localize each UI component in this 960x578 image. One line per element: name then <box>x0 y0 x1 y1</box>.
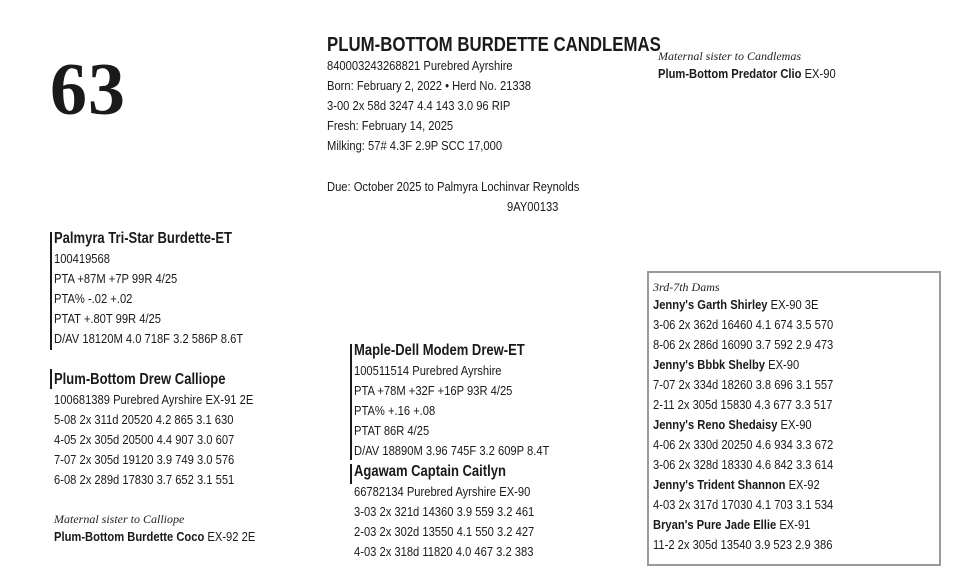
sister-calliope-score: EX-92 2E <box>204 529 256 544</box>
sister-calliope-name: Plum-Bottom Burdette Coco <box>54 529 205 544</box>
dam-sire-dav: D/AV 18890M 3.96 745F 3.2 609P 8.4T <box>354 443 550 458</box>
sister-calliope-caption: Maternal sister to Calliope <box>54 512 185 526</box>
dam-7-name: Bryan's Pure Jade Ellie <box>653 517 777 532</box>
granddam-bracket <box>350 464 352 484</box>
dam-6-name: Jenny's Trident Shannon <box>653 477 786 492</box>
dam-sire-pta-pct: PTA% +.16 +.08 <box>354 403 436 418</box>
dam-name: Plum-Bottom Drew Calliope <box>54 371 226 388</box>
dam-sire-pta: PTA +78M +32F +16P 93R 4/25 <box>354 383 513 398</box>
sire-id: 100419568 <box>54 251 110 266</box>
sire-dav: D/AV 18120M 4.0 718F 3.2 586P 8.6T <box>54 331 244 346</box>
due-line: Due: October 2025 to Palmyra Lochinvar Reynolds <box>327 179 580 194</box>
granddam-record: 3-03 2x 321d 14360 3.9 559 3.2 461 <box>354 504 535 519</box>
sister-candlemas-name: Plum-Bottom Predator Clio <box>658 66 802 81</box>
dam-entry-name <box>653 415 833 435</box>
dam-3-score: EX-90 3E <box>767 297 819 312</box>
sister-candlemas-score: EX-90 <box>801 66 836 81</box>
dam-4-score: EX-90 <box>765 357 800 372</box>
granddam-id: 66782134 Purebred Ayrshire EX-90 <box>354 484 531 499</box>
sister-candlemas <box>658 49 865 84</box>
cow-born: Born: February 2, 2022 • Herd No. 21338 <box>327 78 532 93</box>
dam-sire-id: 100511514 Purebred Ayrshire <box>354 363 502 378</box>
dam-bracket <box>50 369 52 389</box>
sire-pta: PTA +87M +7P 99R 4/25 <box>54 271 178 286</box>
dam-3-record: 8-06 2x 286d 16090 3.7 592 2.9 473 <box>653 337 834 352</box>
lot-number: 63 <box>50 49 126 131</box>
sister-candlemas-caption: Maternal sister to Candlemas <box>658 49 801 63</box>
dam-sire-block <box>354 341 581 461</box>
dams-box <box>647 271 941 566</box>
dam-5-score: EX-90 <box>777 417 812 432</box>
dam-sire-name: Maple-Dell Modem Drew-ET <box>354 342 525 359</box>
dam-sire-bracket <box>350 344 352 460</box>
dam-5-name: Jenny's Reno Shedaisy <box>653 417 778 432</box>
dam-6-record: 4-03 2x 317d 17030 4.1 703 3.1 534 <box>653 497 834 512</box>
dam-7-score: EX-91 <box>776 517 811 532</box>
sire-bracket <box>50 232 52 350</box>
dam-4-record: 2-11 2x 305d 15830 4.3 677 3.3 517 <box>653 397 833 412</box>
due-code: 9AY00133 <box>507 199 559 214</box>
dam-record: 7-07 2x 305d 19120 3.9 749 3.0 576 <box>54 452 235 467</box>
dam-5-record: 3-06 2x 328d 18330 4.6 842 3.3 614 <box>653 457 834 472</box>
sire-block <box>54 229 274 349</box>
dam-7-record: 11-2 2x 305d 13540 3.9 523 2.9 386 <box>653 537 833 552</box>
dam-3-record: 3-06 2x 362d 16460 4.1 674 3.5 570 <box>653 317 834 332</box>
granddam-name: Agawam Captain Caitlyn <box>354 463 506 480</box>
granddam-block <box>354 462 564 562</box>
dam-5-record: 4-06 2x 330d 20250 4.6 934 3.3 672 <box>653 437 834 452</box>
granddam-record: 2-03 2x 302d 13550 4.1 550 3.2 427 <box>354 524 535 539</box>
dam-record: 5-08 2x 311d 20520 4.2 865 3.1 630 <box>54 412 234 427</box>
cow-milking: Milking: 57# 4.3F 2.9P SCC 17,000 <box>327 138 503 153</box>
sire-ptat: PTAT +.80T 99R 4/25 <box>54 311 162 326</box>
dam-record: 4-05 2x 305d 20500 4.4 907 3.0 607 <box>54 432 235 447</box>
cow-name: PLUM-BOTTOM BURDETTE CANDLEMAS <box>327 34 661 56</box>
dam-3-name: Jenny's Garth Shirley <box>653 297 768 312</box>
granddam-record: 4-03 2x 318d 11820 4.0 467 3.2 383 <box>354 544 534 559</box>
cow-id: 840003243268821 Purebred Ayrshire <box>327 58 513 73</box>
dam-4-record: 7-07 2x 334d 18260 3.8 696 3.1 557 <box>653 377 834 392</box>
sire-name: Palmyra Tri-Star Burdette-ET <box>54 230 233 247</box>
dam-entry-name <box>653 515 833 535</box>
dam-entry-name <box>653 355 833 375</box>
sister-calliope <box>54 512 288 547</box>
dam-id: 100681389 Purebred Ayrshire EX-91 2E <box>54 392 254 407</box>
dam-block <box>54 370 286 490</box>
dam-sire-ptat: PTAT 86R 4/25 <box>354 423 430 438</box>
dams-box-caption: 3rd-7th Dams <box>653 280 720 294</box>
dam-record: 6-08 2x 289d 17830 3.7 652 3.1 551 <box>54 472 235 487</box>
dam-4-name: Jenny's Bbbk Shelby <box>653 357 766 372</box>
dam-6-score: EX-92 <box>785 477 820 492</box>
cow-record: 3-00 2x 58d 3247 4.4 143 3.0 96 RIP <box>327 98 511 113</box>
dam-entry-name <box>653 475 833 495</box>
sire-pta-pct: PTA% -.02 +.02 <box>54 291 133 306</box>
dam-entry-name <box>653 295 833 315</box>
cow-fresh: Fresh: February 14, 2025 <box>327 118 454 133</box>
